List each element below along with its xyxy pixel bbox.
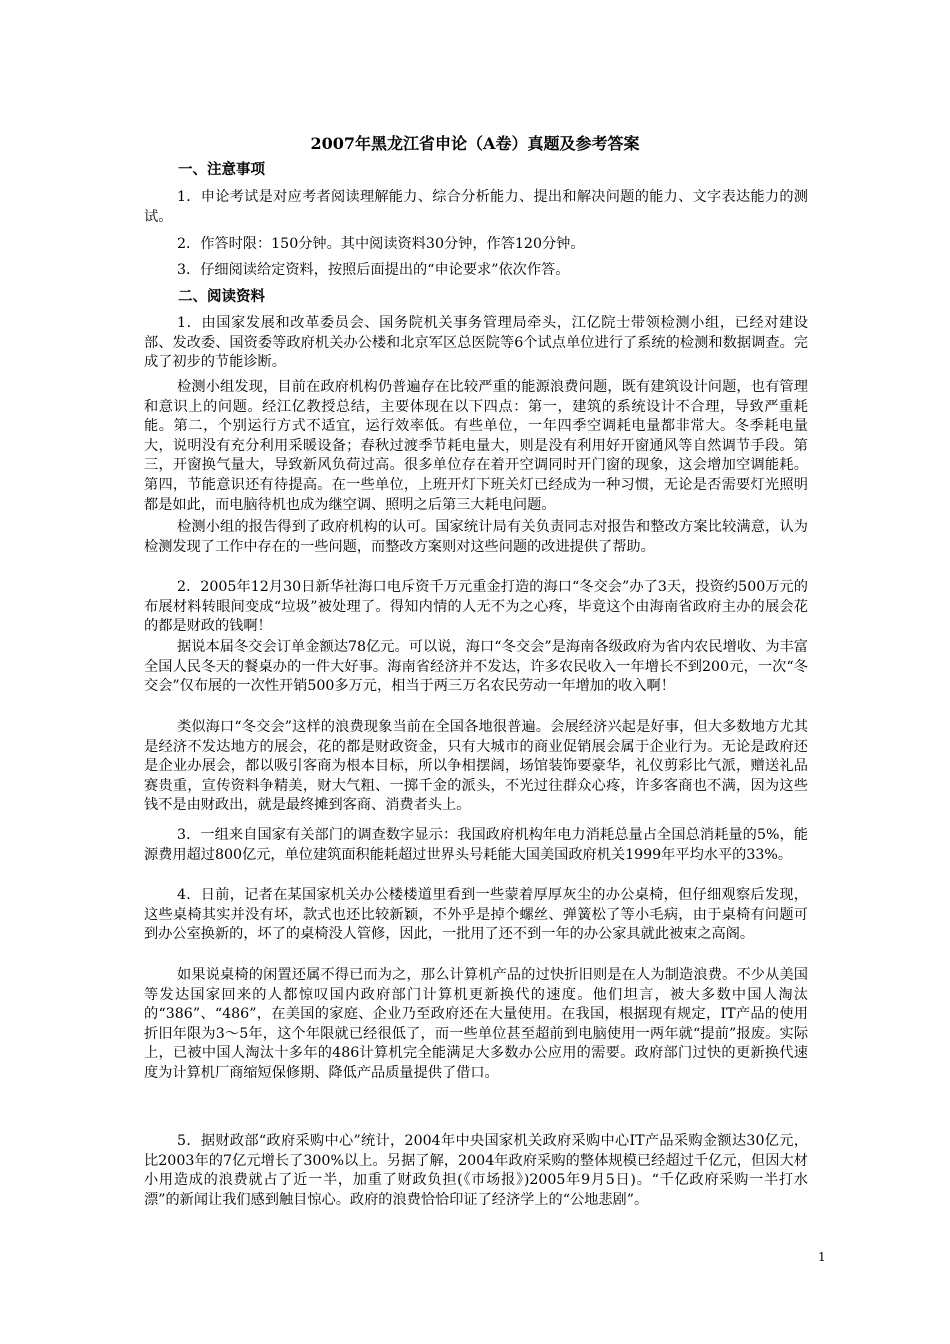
page-number: 1 xyxy=(818,1250,826,1264)
material-paragraph-1: 1．由国家发展和改革委员会、国务院机关事务管理局牵头，江亿院士带领检测小组，已经对建设部、发改委、国资委等政府机关办公楼和北京军区总医院等6个试点单位进行了系统的检测和数据调查。完成了初步的节能诊断。 xyxy=(144,315,808,371)
material-paragraph-9: 如果说桌椅的闲置还属不得已而为之，那么计算机产品的过快折旧则是在人为制造浪费。不少从美国等发达国家回来的人都惊叹国内政府部门计算机更新换代的速度。他们坦言，被大多数中国人淘汰的“386”、“486”，在美国的家庭、企业乃至政府还在大量使用。在我国，根据现有规定，IT产品的使用折旧年限为3～5年，这个年限就已经很低了，而一些单位甚至超前到电脑使用一两年就“提前”报废。实际上，已被中国人淘汰十多年的486计算机完全能满足大多数办公应用的需要。政府部门过快的更新换代速度为计算机厂商缩短保修期、降低产品质量提供了借口。 xyxy=(144,967,809,1081)
material-paragraph-5: 据说本届冬交会订单金额达78亿元。可以说，海口“冬交会”是海南各级政府为省内农民增收、为丰富全国人民冬天的餐桌办的一件大好事。海南省经济并不发达，许多农民收入一年增长不到200元，一次“冬交会”仅布展的一次性开销500多万元，相当于两三万名农民劳动一年增加的收入啊！ xyxy=(144,639,808,695)
notes-paragraph-2: 2．作答时限：150分钟。其中阅读资料30分钟，作答120分钟。 xyxy=(177,236,585,252)
notes-paragraph-1: 1．申论考试是对应考者阅读理解能力、综合分析能力、提出和解决问题的能力、文字表达能力的测试。 xyxy=(144,189,808,225)
notes-paragraph-3: 3．仔细阅读给定资料，按照后面提出的“申论要求”依次作答。 xyxy=(177,262,570,278)
material-paragraph-3: 检测小组的报告得到了政府机构的认可。国家统计局有关负责同志对报告和整改方案比较满意，认为检测发现了工作中存在的一些问题，而整改方案则对这些问题的改进提供了帮助。 xyxy=(144,519,808,555)
section-heading-notes: 一、注意事项 xyxy=(178,161,265,178)
material-paragraph-7: 3．一组来自国家有关部门的调查数字显示：我国政府机构年电力消耗总量占全国总消耗量的5%，能源费用超过800亿元，单位建筑面积能耗超过世界头号耗能大国美国政府机关1999年平均水平的33%。 xyxy=(144,827,808,863)
material-paragraph-10: 5．据财政部“政府采购中心”统计，2004年中央国家机关政府采购中心IT产品采购金额达30亿元，比2003年的7亿元增长了300%以上。另据了解，2004年政府采购的整体规模已经超过千亿元，但因大材小用造成的浪费就占了近一半，加重了财政负担(《市场报》)2005年9月5日)。“千亿政府采购一半打水漂”的新闻让我们感到触目惊心。政府的浪费恰恰印证了经济学上的“公地悲剧”。 xyxy=(144,1133,808,1208)
document-title: 2007年黑龙江省申论（A卷）真题及参考答案 xyxy=(310,134,640,153)
material-paragraph-8: 4．日前，记者在某国家机关办公楼楼道里看到一些蒙着厚厚灰尘的办公桌椅，但仔细观察后发现，这些桌椅其实并没有坏，款式也还比较新颖，不外乎是掉个螺丝、弹簧松了等小毛病，由于桌椅有问题可到办公室换新的，坏了的桌椅没人管修，因此，一批用了还不到一年的办公家具就此被束之高阁。 xyxy=(144,887,808,943)
material-paragraph-2: 检测小组发现，目前在政府机构仍普遍存在比较严重的能源浪费问题，既有建筑设计问题，也有管理和意识上的问题。经江亿教授总结，主要体现在以下四点：第一，建筑的系统设计不合理，导致严重耗能。第二，个别运行方式不适宜，运行效率低。有些单位，一年四季空调耗电量都非常大。冬季耗电量大，说明没有充分利用采暖设备；春秋过渡季节耗电量大，则是没有利用好开窗通风等自然调节手段。第三，开窗换气量大，导致新风负荷过高。很多单位存在着开空调同时开门窗的现象，这会增加空调能耗。第四，节能意识还有待提高。在一些单位，上班开灯下班关灯已经成为一种习惯，无论是否需要灯光照明都是如此，而电脑待机也成为继空调、照明之后第三大耗电问题。 xyxy=(144,379,808,513)
material-paragraph-4: 2．2005年12月30日新华社海口电斥资千万元重金打造的海口“冬交会”办了3天，投资约500万元的布展材料转眼间变成“垃圾”被处理了。得知内情的人无不为之心疼，毕竟这个由海南省政府主办的展会花的都是财政的钱啊！ xyxy=(144,579,808,635)
material-paragraph-6: 类似海口“冬交会”这样的浪费现象当前在全国各地很普遍。会展经济兴起是好事，但大多数地方尤其是经济不发达地方的展会，花的都是财政资金，只有大城市的商业促销展会属于企业行为。无论是政府还是企业办展会，都以吸引客商为根本目标，所以争相摆阔，场馆装饰要豪华，礼仪剪彩比气派，赠送礼品赛贵重，宣传资料争精美，财大气粗、一掷千金的派头，不光过往群众心疼，许多客商也不满，因为这些钱不是由财政出，就是最终摊到客商、消费者头上。 xyxy=(144,719,808,814)
section-heading-materials: 二、阅读资料 xyxy=(178,288,265,305)
